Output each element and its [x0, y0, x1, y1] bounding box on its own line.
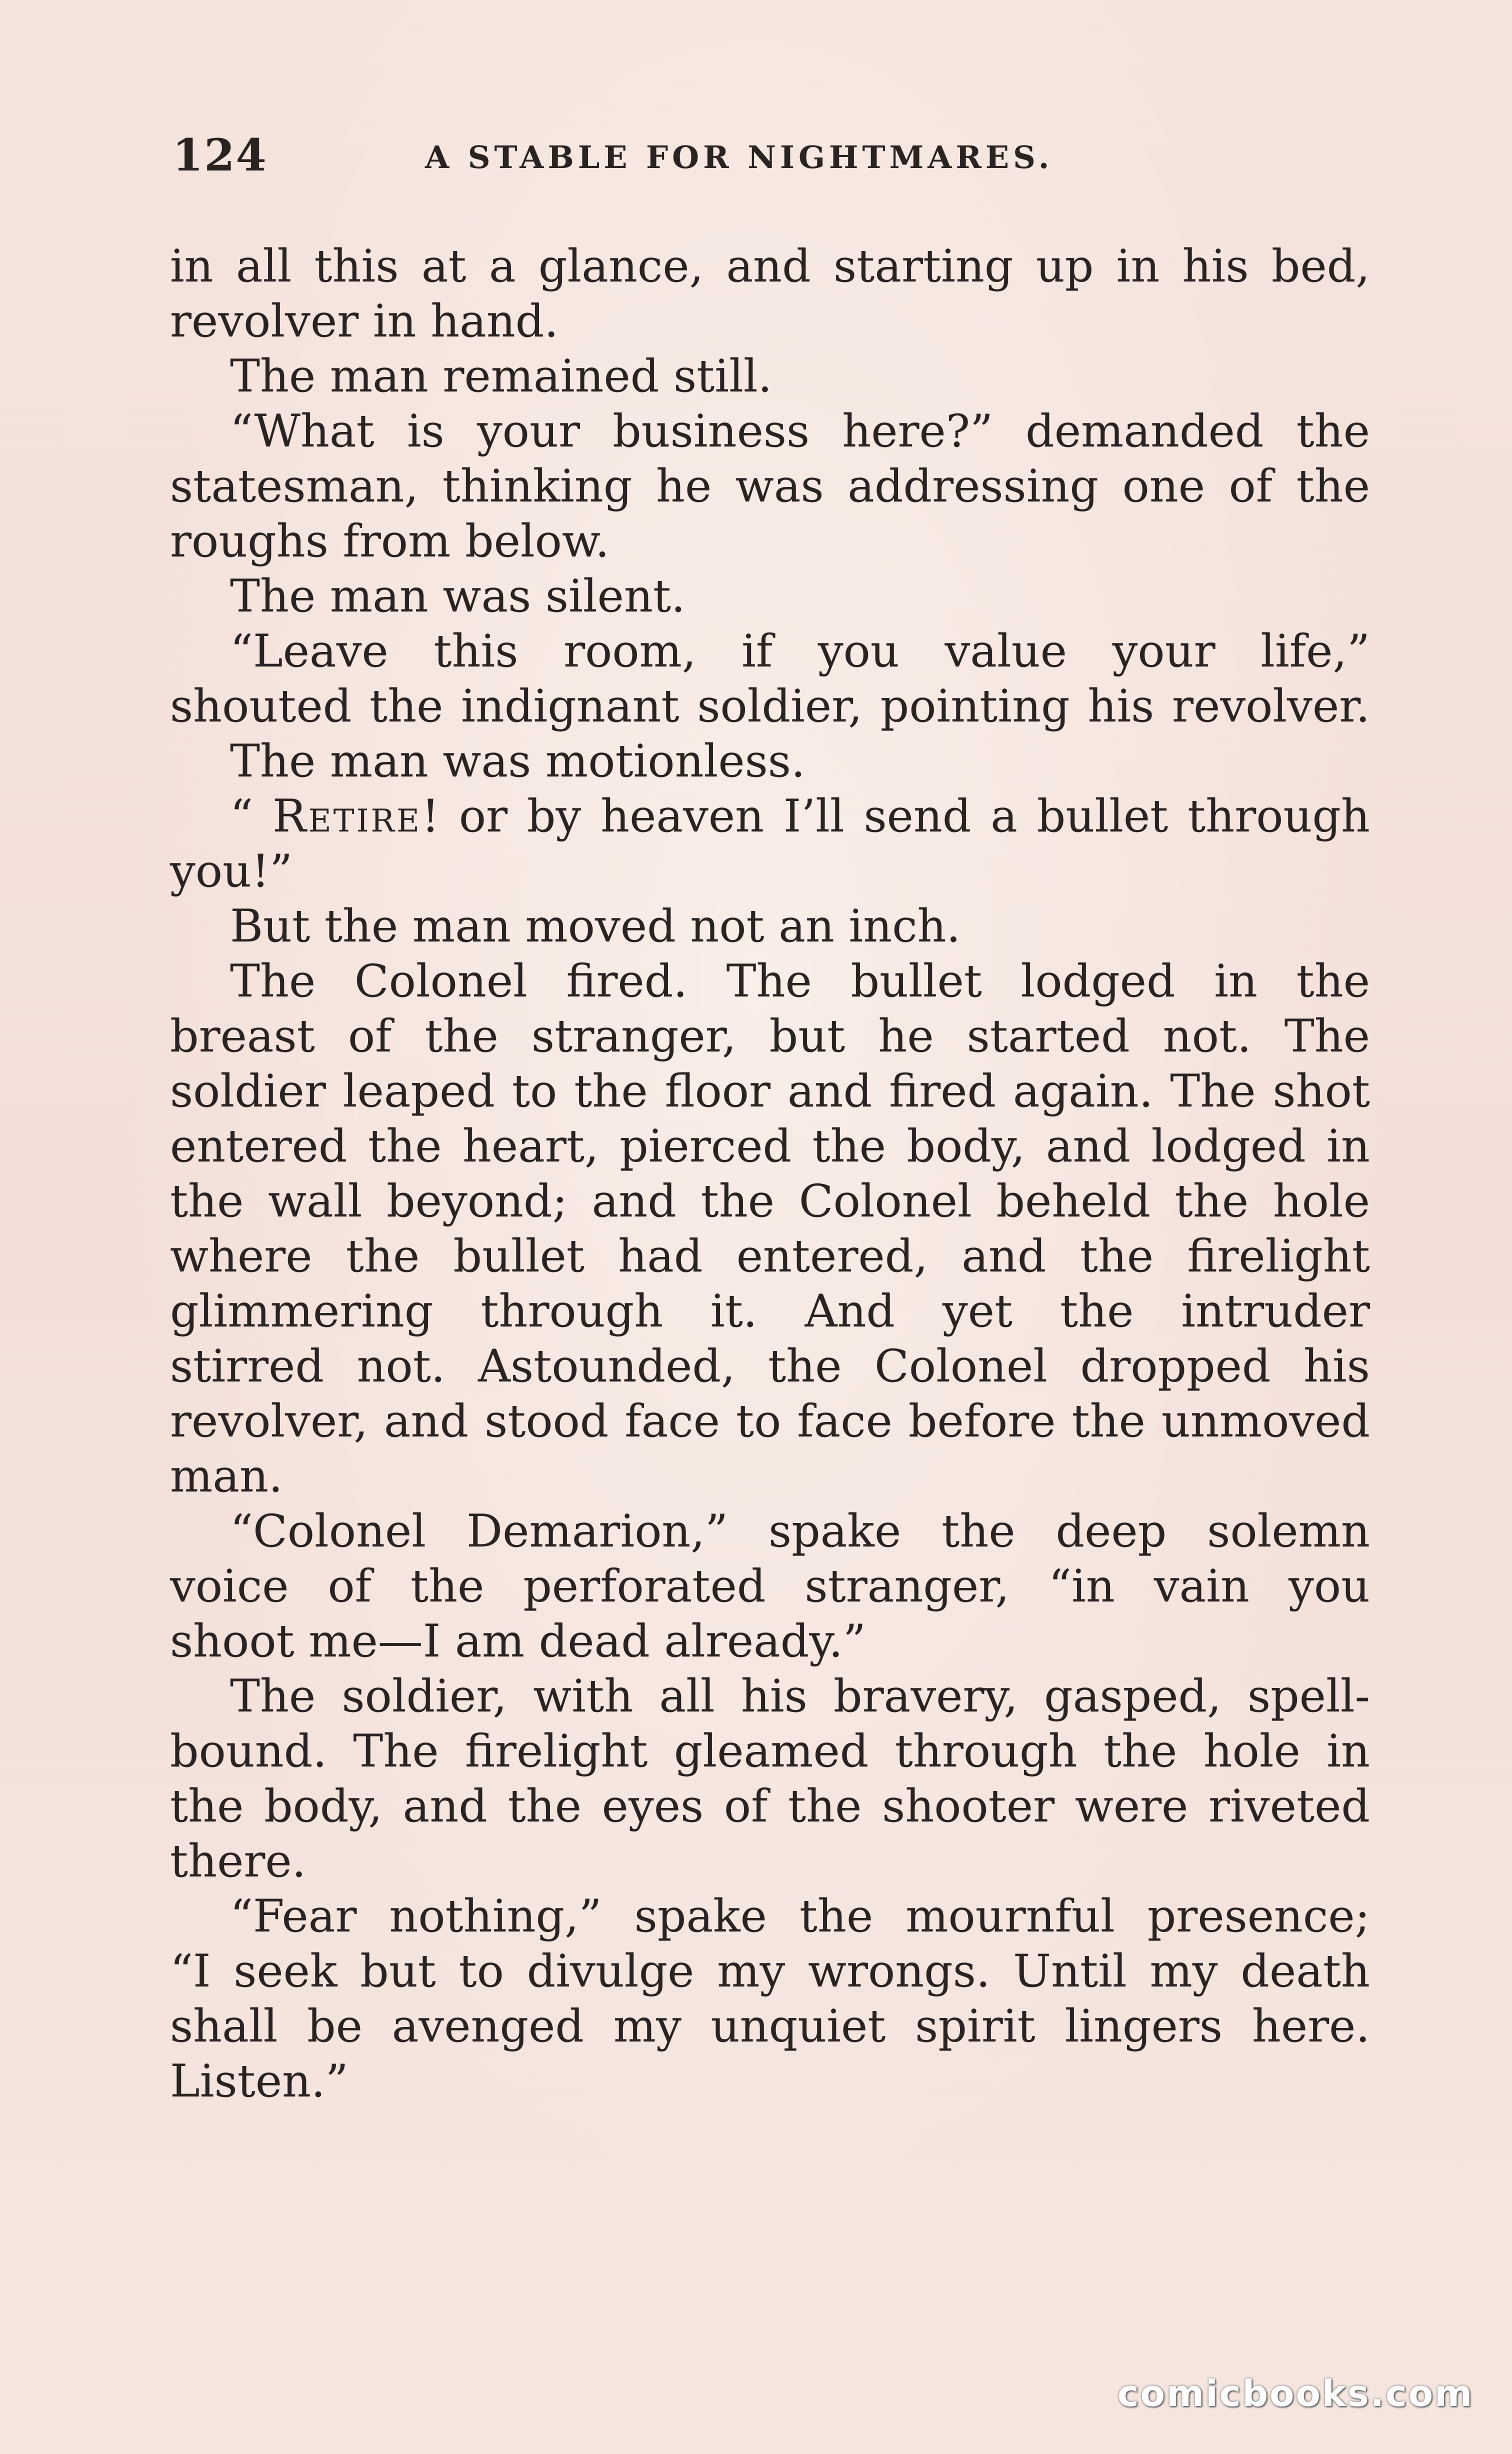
text-line: in all this at a glance, and starting up in his bed,: [170, 240, 1370, 292]
text-line: The soldier, with all his bravery, gasped, spell-: [230, 1670, 1370, 1722]
text-line: glimmering through it. And yet the intruder: [170, 1285, 1370, 1338]
text-line: statesman, thinking he was addressing one of the: [170, 460, 1370, 512]
text-line: soldier leaped to the floor and fired again. The shot: [170, 1065, 1370, 1118]
open-quote: “: [230, 790, 254, 842]
text-line: breast of the stranger, but he started not. The: [170, 1010, 1370, 1062]
retire-small-caps: Retire: [272, 790, 422, 842]
text-line: bound. The firelight gleamed through the hole in: [170, 1725, 1370, 1778]
text-fragment: ! or by heaven I’ll send a bullet through: [421, 790, 1370, 842]
text-line: “Leave this room, if you value your life,”: [230, 625, 1370, 678]
running-title: A STABLE FOR NIGHTMARES.: [425, 139, 1054, 176]
page-number: 124: [172, 129, 268, 181]
text-line: there.: [170, 1835, 306, 1888]
watermark: comicbooks.com: [1118, 2372, 1474, 2414]
text-line: revolver in hand.: [170, 295, 558, 348]
text-line: revolver, and stood face to face before the unmoved: [170, 1395, 1370, 1448]
text-line: shall be avenged my unquiet spirit lingers here.: [170, 2000, 1370, 2052]
text-line: “I seek but to divulge my wrongs. Until my death: [170, 1945, 1370, 1998]
text-line: stirred not. Astounded, the Colonel dropped his: [170, 1340, 1370, 1392]
text-line: man.: [170, 1450, 283, 1502]
text-line: shouted the indignant soldier, pointing his revolver.: [170, 680, 1370, 732]
text-line: entered the heart, pierced the body, and lodged in: [170, 1120, 1370, 1172]
body-text: [170, 239, 1370, 2109]
text-line: “What is your business here?” demanded the: [230, 405, 1370, 458]
text-line: you!”: [170, 845, 293, 898]
text-line: The man was silent.: [230, 570, 686, 622]
text-line: The man remained still.: [230, 350, 772, 402]
text-line: “Colonel Demarion,” spake the deep solemn: [230, 1505, 1370, 1558]
text-line: [170, 789, 1370, 844]
page-header: [172, 129, 1372, 184]
text-line: The Colonel fired. The bullet lodged in the: [230, 955, 1370, 1008]
text-line: But the man moved not an inch.: [230, 900, 961, 952]
text-line: “Fear nothing,” spake the mournful presence;: [230, 1890, 1370, 1942]
text-line: Listen.”: [170, 2055, 348, 2108]
text-line: the body, and the eyes of the shooter were riveted: [170, 1780, 1370, 1832]
text-line: shoot me—I am dead already.”: [170, 1615, 866, 1668]
text-line: the wall beyond; and the Colonel beheld the hole: [170, 1175, 1370, 1228]
text-line: voice of the perforated stranger, “in vain you: [170, 1560, 1370, 1612]
text-line: roughs from below.: [170, 515, 610, 568]
text-line: where the bullet had entered, and the firelight: [170, 1230, 1370, 1282]
text-line: The man was motionless.: [230, 735, 806, 788]
